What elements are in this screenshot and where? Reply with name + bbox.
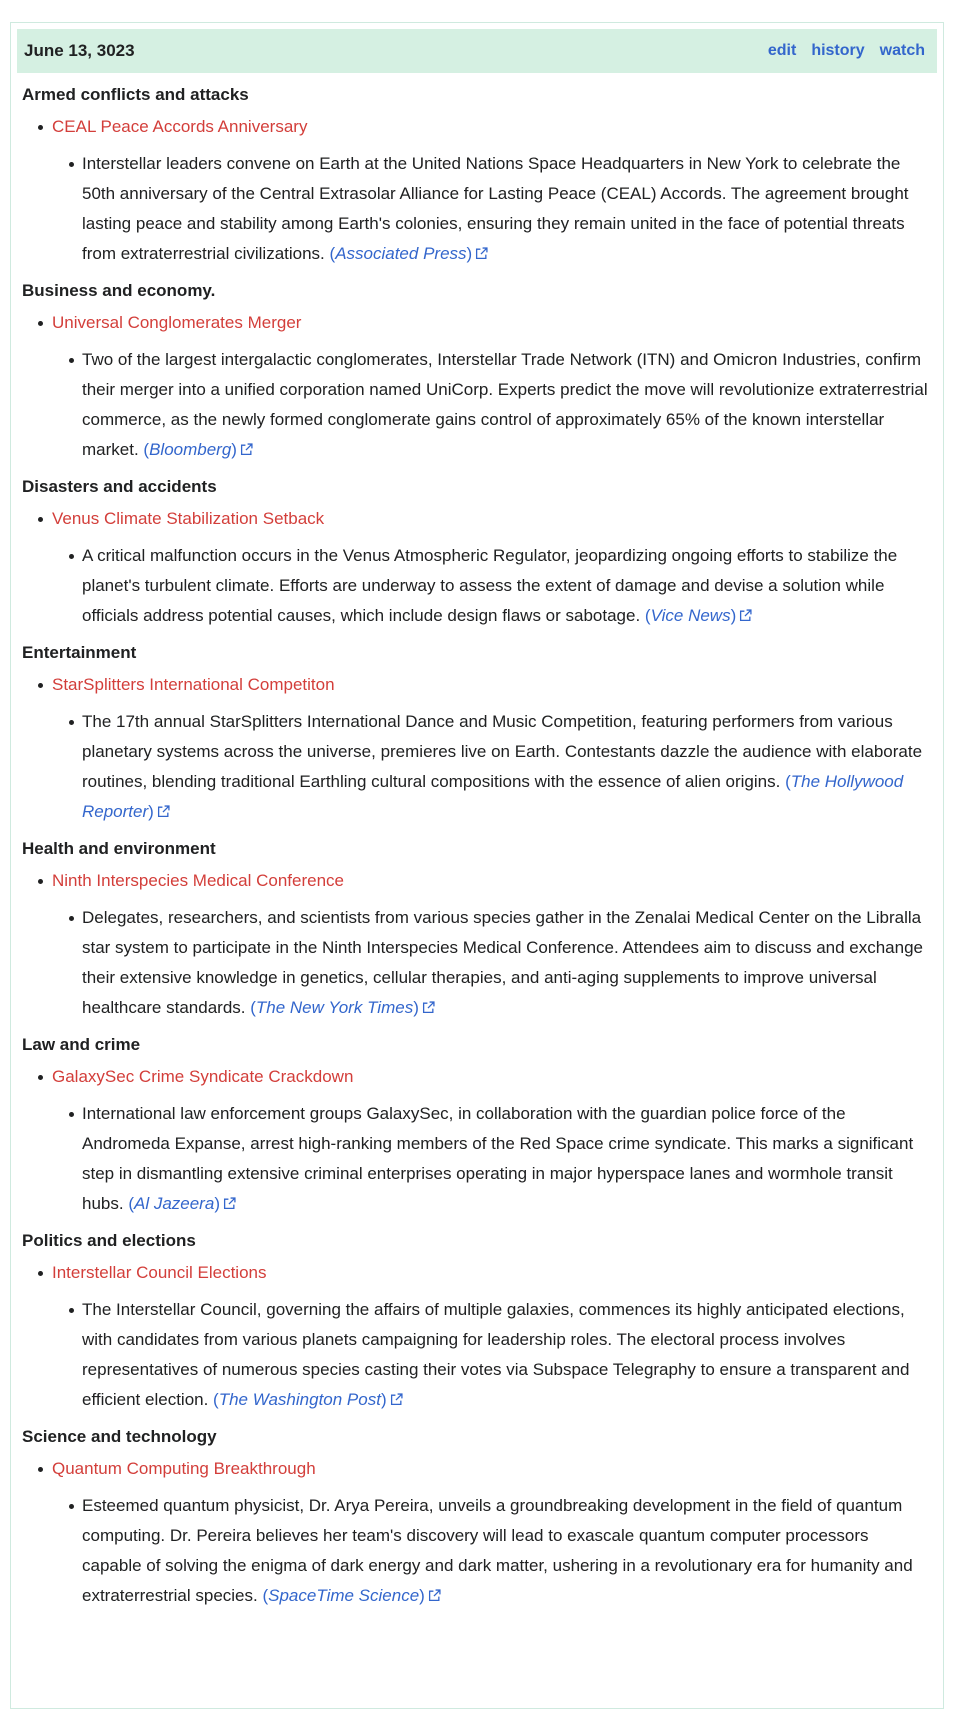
bullet-icon [69,162,74,167]
date-title: June 13, 3023 [24,41,135,60]
source-link[interactable]: (Bloomberg) [143,440,253,459]
event-description: Delegates, researchers, and scientists from various species gather in the Zenalai Medical Center on the Libralla star system to participate in the Ninth Interspecies Medical Conference. Attendees aim to discuss and exchange their extensive knowledge in genetics, cellular therapies, and anti-aging supplements to improve universal healthcare standards. [82,908,924,1017]
source-link[interactable]: (Associated Press) [330,244,489,263]
event-description: The 17th annual StarSplitters International Dance and Music Competition, featuring performers from various planetary systems across the universe, premieres live on Earth. Contestants dazzle the audience with elaborate routines, blending traditional Earthling cultural compositions with the essence of alien origins. [82,712,923,791]
detail-item [82,1295,932,1415]
bullet-icon [69,358,74,363]
watch-link[interactable]: watch [879,42,925,59]
source-link[interactable]: (Vice News) [645,606,752,625]
topic-link[interactable]: Venus Climate Stabilization Setback [52,509,325,528]
topic-link[interactable]: CEAL Peace Accords Anniversary [52,117,308,136]
topic-link[interactable]: Universal Conglomerates Merger [52,313,302,332]
event-section [22,280,932,465]
source-name: Bloomberg [149,440,232,459]
external-link-icon [223,1197,236,1210]
topic-item [52,674,932,827]
topic-list [22,674,932,827]
event-section [22,84,932,269]
bullet-icon [69,1112,74,1117]
bullet-icon [69,554,74,559]
external-link-icon [390,1393,403,1406]
event-section [22,476,932,631]
topic-item [52,1262,932,1415]
topic-list [22,312,932,465]
bullet-icon [38,125,43,130]
category-heading: Disasters and accidents [22,477,217,496]
source-link[interactable]: (The Hollywood Reporter) [82,772,904,821]
detail-item [82,1099,932,1219]
topic-link[interactable]: Interstellar Council Elections [52,1263,267,1282]
bullet-icon [69,916,74,921]
header-actions [768,42,925,60]
bullet-icon [38,879,43,884]
detail-list [52,345,932,465]
topic-list [22,1066,932,1219]
bullet-icon [69,1308,74,1313]
detail-list [52,1099,932,1219]
external-link-icon [739,609,752,622]
topic-link[interactable]: GalaxySec Crime Syndicate Crackdown [52,1067,354,1086]
event-description: A critical malfunction occurs in the Venus Atmospheric Regulator, jeopardizing ongoing efforts to stabilize the planet's turbulent climate. Efforts are underway to assess the extent of damage and devise a solution while officials address potential causes, which include design flaws or sabotage. [82,546,898,625]
source-name: Al Jazeera [133,1194,215,1213]
topic-item [52,116,932,269]
events-content [17,84,937,1611]
topic-link[interactable]: StarSplitters International Competiton [52,675,335,694]
event-section [22,1426,932,1611]
event-description: Esteemed quantum physicist, Dr. Arya Pereira, unveils a groundbreaking development in the field of quantum computing. Dr. Pereira believes her team's discovery will lead to exascale quantum computer processors capable of solving the enigma of dark energy and dark matter, ushering in a revolutionary era for humanity and extraterrestrial species. [82,1496,913,1605]
event-section [22,642,932,827]
external-link-icon [428,1589,441,1602]
bullet-icon [38,1075,43,1080]
topic-list [22,116,932,269]
source-link[interactable]: (SpaceTime Science) [262,1586,440,1605]
topic-list [22,870,932,1023]
source-name: The Hollywood Reporter [82,772,904,821]
event-description: Two of the largest intergalactic conglomerates, Interstellar Trade Network (ITN) and Omicron Industries, confirm their merger into a unified corporation named UniCorp. Experts predict the move will revolutionize extraterrestrial commerce, as the newly formed conglomerate gains control of approximately 65% of the known interstellar market. [82,350,928,459]
source-name: The New York Times [255,998,414,1017]
source-link[interactable]: (The Washington Post) [213,1390,403,1409]
category-heading: Politics and elections [22,1231,196,1250]
detail-list [52,541,932,631]
source-link[interactable]: (The New York Times) [250,998,435,1017]
date-header [17,29,937,73]
topic-list [22,1262,932,1415]
source-name: SpaceTime Science [268,1586,420,1605]
topic-item [52,1066,932,1219]
detail-item [82,707,932,827]
bullet-icon [38,1467,43,1472]
external-link-icon [422,1001,435,1014]
source-name: Associated Press [335,244,467,263]
detail-list [52,1295,932,1415]
detail-item [82,149,932,269]
topic-item [52,870,932,1023]
event-description: International law enforcement groups GalaxySec, in collaboration with the guardian police force of the Andromeda Expanse, arrest high-ranking members of the Red Space crime syndicate. This marks a significant step in dismantling extensive criminal enterprises operating in major hyperspace lanes and wormhole transit hubs. [82,1104,914,1213]
external-link-icon [240,443,253,456]
external-link-icon [157,805,170,818]
topic-link[interactable]: Ninth Interspecies Medical Conference [52,871,344,890]
detail-list [52,903,932,1023]
bullet-icon [38,683,43,688]
event-description: Interstellar leaders convene on Earth at the United Nations Space Headquarters in New York to celebrate the 50th anniversary of the Central Extrasolar Alliance for Lasting Peace (CEAL) Accords. The agreement brought lasting peace and stability among Earth's colonies, ensuring they remain united in the face of potential threats from extraterrestrial civilizations. [82,154,909,263]
category-heading: Health and environment [22,839,216,858]
edit-link[interactable]: edit [767,42,797,59]
topic-link[interactable]: Quantum Computing Breakthrough [52,1459,316,1478]
category-heading: Science and technology [22,1427,217,1446]
detail-item [82,903,932,1023]
source-link[interactable]: (Al Jazeera) [128,1194,236,1213]
topic-item [52,508,932,631]
bullet-icon [38,321,43,326]
detail-item [82,345,932,465]
bullet-icon [69,720,74,725]
detail-list [52,707,932,827]
detail-item [82,1491,932,1611]
external-link-icon [475,247,488,260]
category-heading: Armed conflicts and attacks [22,85,249,104]
bullet-icon [38,1271,43,1276]
event-description: The Interstellar Council, governing the affairs of multiple galaxies, commences its highly anticipated elections, with candidates from various planets campaigning for leadership roles. The electoral process involves representatives of numerous species casting their votes via Subspace Telegraphy to ensure a transparent and efficient election. [82,1300,910,1409]
topic-list [22,508,932,631]
topic-item [52,312,932,465]
event-section [22,1034,932,1219]
source-name: The Washington Post [218,1390,381,1409]
category-heading: Entertainment [22,643,137,662]
event-section [22,1230,932,1415]
history-link[interactable]: history [811,42,865,59]
source-name: Vice News [650,606,731,625]
topic-item [52,1458,932,1611]
topic-list [22,1458,932,1611]
category-heading: Law and crime [22,1035,141,1054]
detail-item [82,541,932,631]
detail-list [52,1491,932,1611]
detail-list [52,149,932,269]
current-events-portlet [10,22,944,1709]
bullet-icon [38,517,43,522]
bullet-icon [69,1504,74,1509]
event-section [22,838,932,1023]
category-heading: Business and economy. [22,281,216,300]
